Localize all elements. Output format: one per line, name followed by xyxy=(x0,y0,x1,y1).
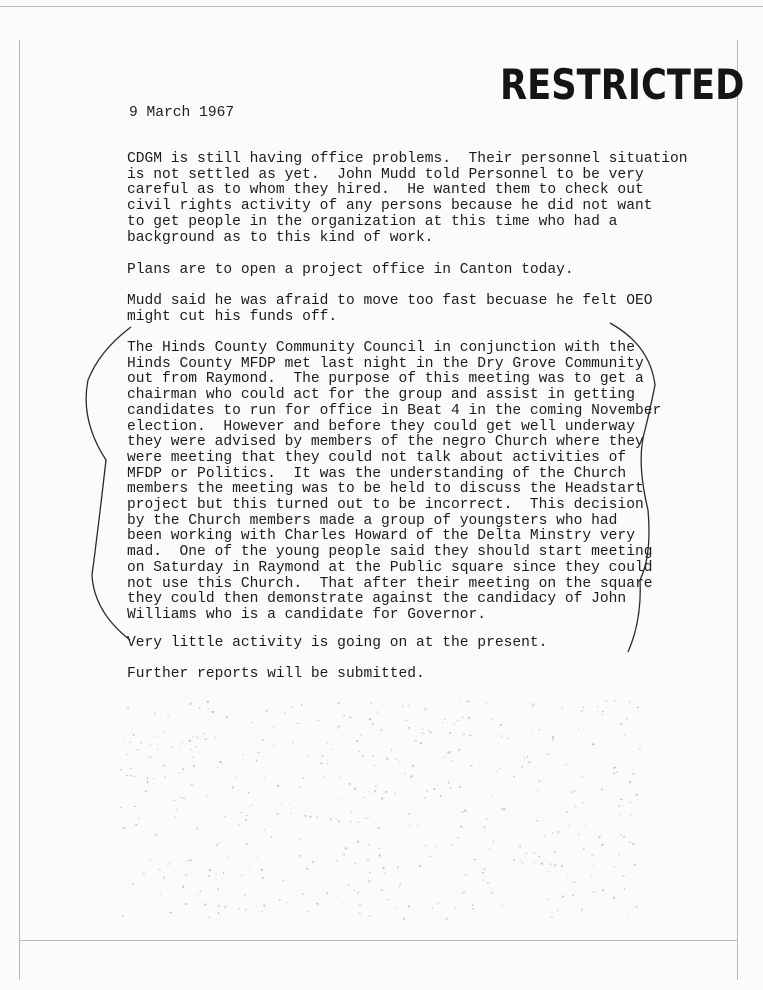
memo-line: is not settled as yet. John Mudd told Personnel to be very xyxy=(127,166,644,183)
memo-line: might cut his funds off. xyxy=(127,308,338,325)
memo-line: Further reports will be submitted. xyxy=(127,666,425,682)
memo-line: Very little activity is going on at the present. xyxy=(127,635,548,651)
memo-line: Plans are to open a project office in Canton today. xyxy=(127,262,574,278)
memo-line: out from Raymond. The purpose of this meeting was to get a xyxy=(127,371,644,388)
memo-line: project but this turned out to be incorrect. This decision xyxy=(127,497,644,513)
page-right-border xyxy=(737,40,738,980)
memo-line: mad. One of the young people said they should start meeting xyxy=(127,544,653,561)
memo-line: candidates to run for office in Beat 4 in the coming November xyxy=(127,402,662,419)
page-top-border xyxy=(0,6,763,7)
memo-line: The Hinds County Community Council in conjunction with the xyxy=(127,340,635,356)
memo-line: Mudd said he was afraid to move too fast becuase he felt OEO xyxy=(127,293,653,309)
memo-line: background as to this kind of work. xyxy=(127,229,434,246)
page-left-border xyxy=(19,40,20,980)
memo-line: not use this Church. That after their meeting on the square xyxy=(127,575,653,592)
memo-line: on Saturday in Raymond at the Public square since they could xyxy=(127,559,653,576)
memo-line: by the Church members made a group of youngsters who had xyxy=(127,512,618,529)
memo-line: they were advised by members of the negro Church where they xyxy=(127,434,644,451)
memo-line: election. However and before they could get well underway xyxy=(127,418,635,435)
memo-line: been working with Charles Howard of the Delta Minstry very xyxy=(127,528,635,545)
memo-line: CDGM is still having office problems. Their personnel situation xyxy=(127,151,688,167)
page-bottom-border xyxy=(20,940,737,941)
memo-line: they could then demonstrate against the candidacy of John xyxy=(127,591,627,608)
memo-line: members the meeting was to be held to discuss the Headstart xyxy=(127,481,644,498)
memo-date: 9 March 1967 xyxy=(129,105,235,121)
memo-line: MFDP or Politics. It was the understanding of the Church xyxy=(127,465,627,482)
memo-line: Williams who is a candidate for Governor. xyxy=(127,606,487,623)
left-bracket-mark xyxy=(86,327,131,640)
memo-line: to get people in the organization at this time who had a xyxy=(127,213,618,230)
memo-line: chairman who could act for the group and assist in getting xyxy=(127,387,635,404)
memo-line: careful as to whom they hired. He wanted them to check out xyxy=(127,182,644,199)
memo-line: Hinds County MFDP met last night in the Dry Grove Community xyxy=(127,355,644,372)
memo-line: were meeting that they could not talk about activities of xyxy=(127,449,627,466)
memo-line: civil rights activity of any persons because he did not want xyxy=(127,198,653,215)
restricted-stamp: RESTRICTED xyxy=(500,60,745,109)
